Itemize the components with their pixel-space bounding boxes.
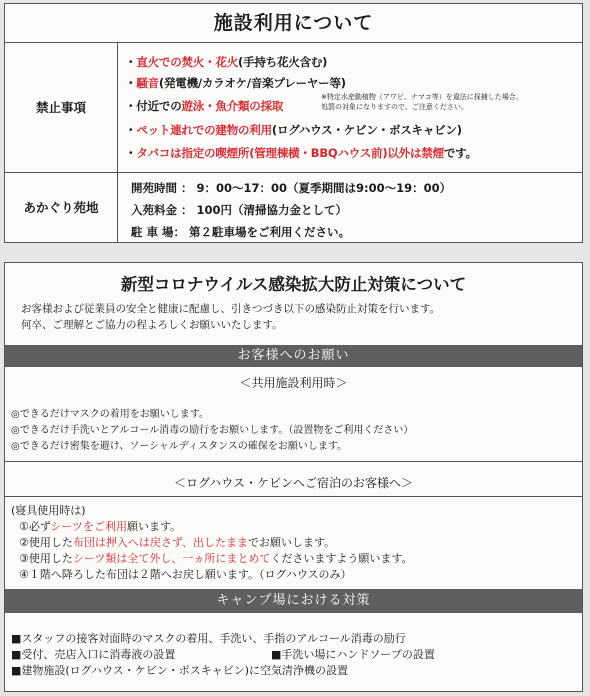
parking-info: 駐 車 場： 第２駐車場をご利用ください。 bbox=[131, 225, 351, 239]
bedding-item: ②使用した布団は押入へは戻さず、出したままでお願いします。 bbox=[19, 536, 336, 549]
camp-item: ■手洗い場にハンドソープの設置 bbox=[271, 648, 435, 661]
facility-panel bbox=[4, 3, 583, 243]
bedding-item: ①必ずシーツをご利用願います。 bbox=[19, 520, 182, 533]
rule-item: ・ペット連れでの建物の利用(ログハウス・ケビン・ボスキャビン) bbox=[125, 123, 462, 137]
rule-item: ・騒音(発電機/カラオケ/音楽プレーヤー等) bbox=[125, 76, 346, 90]
lodging-heading: ＜ログハウス・ケビンへご宿泊のお客様へ＞ bbox=[174, 476, 413, 490]
camp-item: ■スタッフの接客対面時のマスクの着用、手洗い、手指のアルコール消毒の励行 bbox=[11, 632, 406, 645]
rule-item: ・タバコは指定の喫煙所(管理棟横・BBQハウス前)以外は禁煙です。 bbox=[125, 146, 477, 160]
park-row bbox=[5, 172, 582, 242]
divider bbox=[5, 461, 582, 462]
facility-title: 施設利用について bbox=[5, 4, 582, 43]
intro-line: 何卒、ご理解とご協力の程よろしくお願いいたします。 bbox=[21, 319, 283, 331]
prohibited-label: 禁止事項 bbox=[5, 42, 118, 172]
customers-request-bar: お客様へのお願い bbox=[5, 345, 582, 367]
bedding-intro: (寝具使用時は) bbox=[11, 504, 86, 517]
bedding-item: ③使用したシーツ類は全て外し、一ヵ所にまとめてくださいますよう願います。 bbox=[19, 552, 413, 565]
camp-item: ■建物施設(ログハウス・ケビン・ボスキャビン)に空気清浄機の設置 bbox=[11, 664, 348, 677]
covid-title: 新型コロナウイルス感染拡大防止対策について bbox=[120, 275, 467, 294]
rule-item: ・直火での焚火・花火(手持ち花火含む) bbox=[125, 55, 328, 69]
covid-panel bbox=[4, 262, 583, 692]
poaching-note: ※特定水産動植物（アワビ、ナマコ等）を違法に採捕した場合、 処罰の対象になりますので、ご注意ください。 bbox=[321, 93, 523, 111]
rule-item: ・付近での遊泳・魚介類の採取 ※特定水産動植物（アワビ、ナマコ等）を違法に採捕した場合、 処罰の対象になりますので、ご注意ください。 bbox=[125, 93, 523, 113]
entry-fee: 入苑料金 ： 100円（清掃協力金として） bbox=[131, 203, 348, 217]
opening-hours: 開苑時間 ： 9：00～17：00（夏季期間は9:00～19：00） bbox=[131, 181, 452, 195]
camp-item: ■受付、売店入口に消毒液の設置 bbox=[11, 648, 176, 661]
shared-facility-heading: ＜共用施設利用時＞ bbox=[239, 376, 348, 390]
divider bbox=[5, 496, 582, 497]
shared-item: ◎できるだけ密集を避け、ソーシャルディスタンスの確保をお願いします。 bbox=[11, 441, 348, 452]
park-label: あかぐり苑地 bbox=[5, 172, 118, 242]
intro-line: お客様および従業員の安全と健康に配慮し、引きつづき以下の感染防止対策を行います。 bbox=[21, 303, 441, 315]
shared-item: ◎できるだけマスクの着用をお願いします。 bbox=[11, 409, 209, 420]
prohibited-row bbox=[5, 42, 582, 173]
campsite-measures-bar: キャンプ場における対策 bbox=[5, 589, 582, 613]
bedding-item: ④１階へ降ろした布団は２階へお戻し願います。（ログハウスのみ） bbox=[19, 568, 352, 581]
shared-item: ◎できるだけ手洗いとアルコール消毒の励行をお願いします。（設置物をご利用ください） bbox=[11, 425, 414, 436]
